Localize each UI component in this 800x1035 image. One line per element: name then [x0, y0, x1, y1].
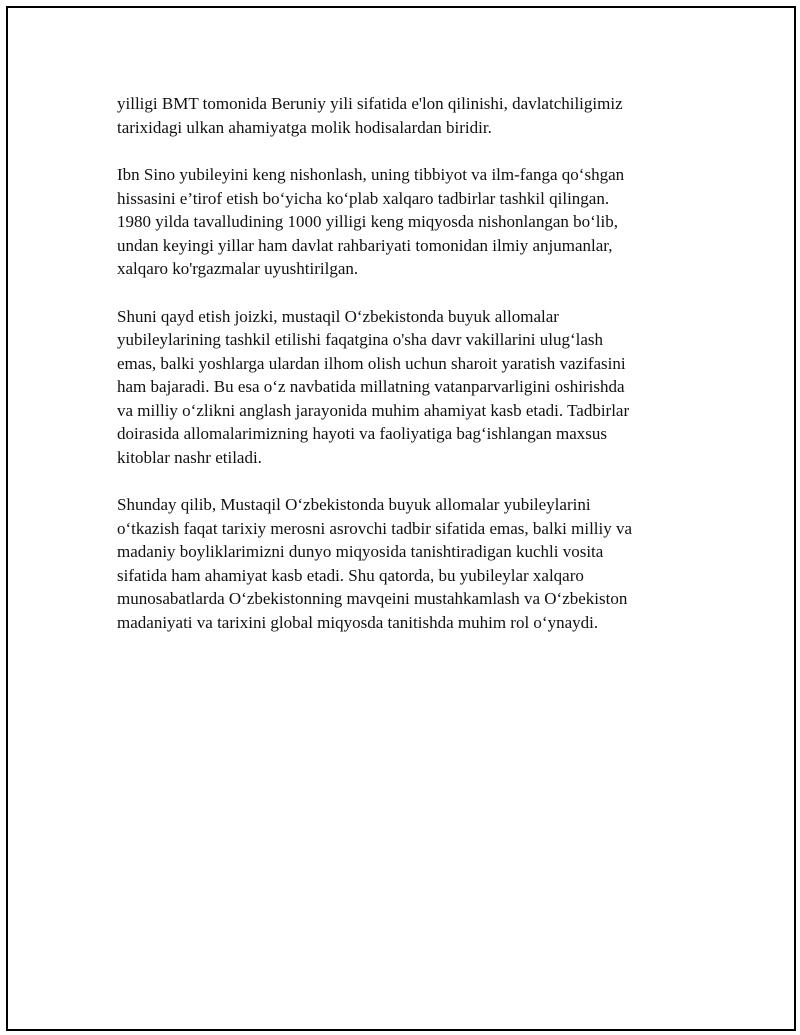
paragraph-beruniy-anniversary: yilligi BMT tomonida Beruniy yili sifatida e'lon qilinishi, davlatchiligimiz tarixidagi ulkan ahamiyatga molik hodisalardan biridir.: [117, 94, 623, 137]
paragraph-ibn-sino-jubilee: Ibn Sino yubileyini keng nishonlash, uning tibbiyot va ilm-fanga qo‘shgan hissasini e’tirof etish bo‘yicha ko‘plab xalqaro tadbirlar tashkil qilingan. 1980 yilda tavalludining 1000 yilligi keng miqyosda nishonlangan bo‘lib, undan keyingi yillar ham davlat rahbariyati tomonidan ilmiy anjumanlar, xalqaro ko'rgazmalar uyushtirilgan.: [117, 165, 625, 278]
document-body: [117, 92, 687, 658]
paragraph-conclusion: Shunday qilib, Mustaqil O‘zbekistonda buyuk allomalar yubileylarini o‘tkazish faqat tarixiy merosni asrovchi tadbir sifatida emas, balki milliy va madaniy boyliklarimizni dunyo miqyosida tanishtiradigan kuchli vosita sifatida ham ahamiyat kasb etadi. Shu qatorda, bu yubileylar xalqaro munosabatlarda O‘zbekistonning mavqeini mustahkamlash va O‘zbekiston madaniyati va tarixini global miqyosda tanitishda muhim rol o‘ynaydi.: [117, 495, 633, 632]
paragraph-jubilee-significance: Shuni qayd etish joizki, mustaqil O‘zbekistonda buyuk allomalar yubileylarining tashkil etilishi faqatgina o'sha davr vakillarini ulug‘lash emas, balki yoshlarga ulardan ilhom olish uchun sharoit yaratish vazifasini ham bajaradi. Bu esa o‘z navbatida millatning vatanparvarligini oshirishda va milliy o‘zlikni anglash jarayonida muhim ahamiyat kasb etadi. Tadbirlar doirasida allomalarimizning hayoti va faoliyatiga bag‘ishlangan maxsus kitoblar nashr etiladi.: [117, 306, 630, 467]
